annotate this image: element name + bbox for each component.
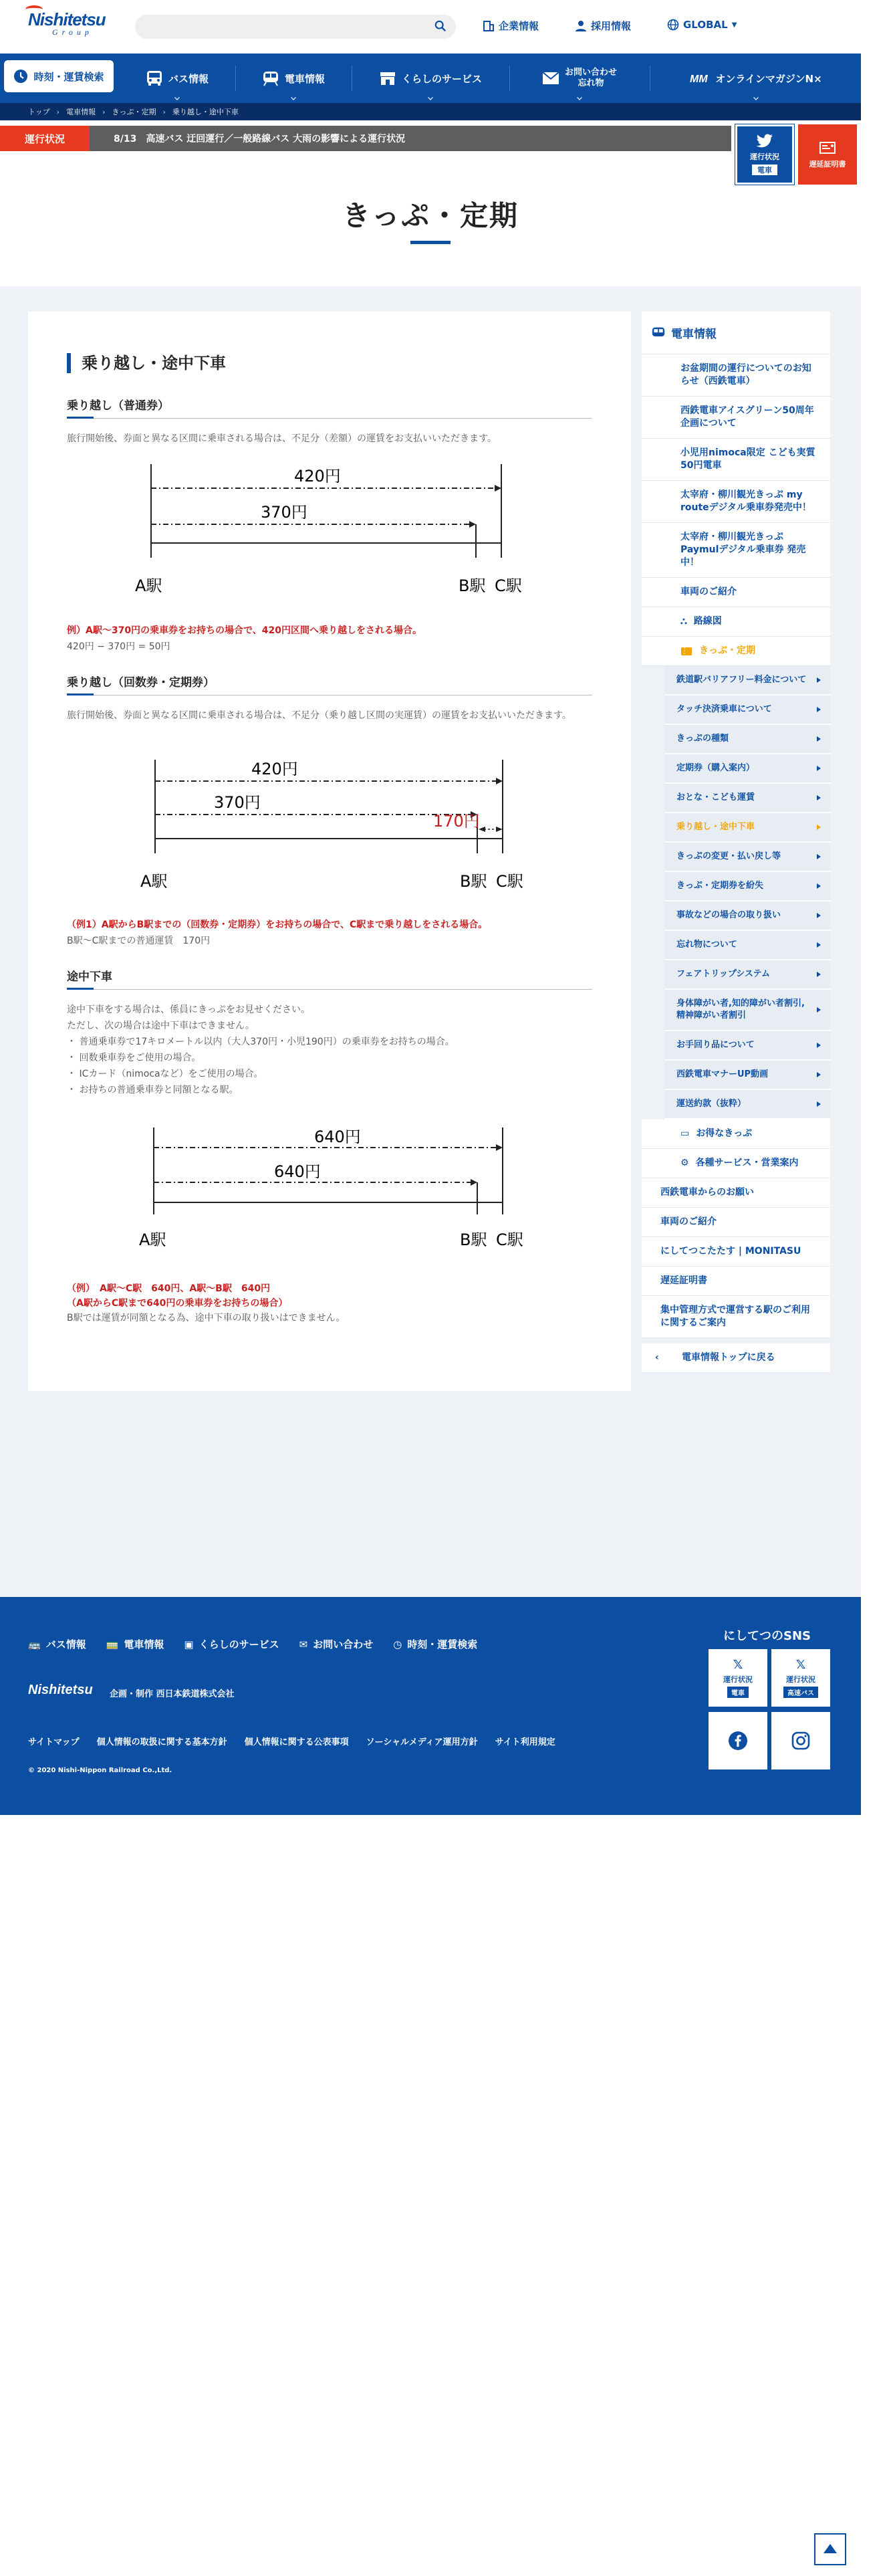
sidebar-item-deals[interactable]: ▭ お得なきっぷ	[642, 1119, 830, 1149]
sns-express-bus-x[interactable]: 𝕏 運行状況 高速バス	[771, 1649, 830, 1707]
breadcrumb-train[interactable]: 電車情報	[66, 108, 96, 116]
title-underline	[410, 241, 451, 244]
sidebar-title[interactable]: 電車情報	[642, 312, 830, 354]
sidebar-item-paymul[interactable]: 太宰府・柳川観光きっぷPaymulデジタル乗車券 発売中！	[642, 523, 830, 578]
subheading-ordinary-ticket: 乗り越し（普通券）	[67, 396, 592, 419]
stopover-text: 途中下車をする場合は、係員にきっぷをお見せください。 ただし、次の場合は途中下車はできません。 ・ 普通乗車券で17キロメートル以内（大人370円・小児190円）の乗車券をお持ちの場合。 ・ 回数乗車券をご使用の場合。 ・ ICカード（nimocaなど）をご使用の場合。 ・ お持ちの普通乗車券と同額となる駅。	[67, 1004, 455, 1095]
footer-terms[interactable]: サイト利用規定	[495, 1737, 555, 1747]
ticket-icon	[680, 647, 692, 656]
sidebar-item-services[interactable]: ⚙ 各種サービス・営業案内	[642, 1149, 830, 1178]
footer-bus-link[interactable]: 🚌 バス情報	[28, 1638, 86, 1650]
footer	[0, 1597, 861, 1815]
service-status-text[interactable]: 8/13 高速バス 迂回運行／一般路線バス 大雨の影響による運行状況	[90, 126, 731, 151]
gear-icon: ⚙	[680, 1158, 689, 1168]
train-icon	[262, 70, 279, 86]
station-a: A駅	[140, 872, 168, 891]
x-icon: 𝕏	[795, 1658, 806, 1672]
bus-icon: 🚌	[28, 1638, 41, 1650]
chevron-left-icon: ‹	[655, 1352, 659, 1363]
sidebar-sub-override-current[interactable]: 乗り越し・途中下車	[664, 813, 830, 843]
instagram-icon	[791, 1731, 810, 1750]
service-status-label: 運行状況	[0, 126, 90, 151]
gnav-train[interactable]: 電車情報	[237, 53, 350, 103]
magazine-icon	[690, 72, 710, 84]
sidebar-item-vehicles[interactable]: 車両のご紹介	[642, 578, 830, 607]
station-c: C駅	[495, 576, 522, 595]
subheading-stopover: 途中下車	[67, 967, 592, 990]
gnav-bus[interactable]: バス情報	[120, 53, 234, 103]
sidebar-item-tickets[interactable]: きっぷ・定期	[642, 637, 830, 666]
breadcrumb: トップ › 電車情報 › きっぷ・定期 › 乗り越し・途中下車	[0, 103, 861, 120]
gnav-contact[interactable]: お問い合わせ 忘れ物	[511, 53, 648, 103]
ordinary-ticket-desc: 旅行開始後、券面と異なる区間に乗車される場合は、不足分（差額）の運賃をお支払いいただきます。	[67, 433, 497, 444]
breadcrumb-top[interactable]: トップ	[28, 108, 50, 116]
corporate-info-link[interactable]: 企業情報	[483, 19, 539, 33]
mail-icon	[542, 72, 559, 85]
sidebar-sub-hand-luggage[interactable]: お手回り品について	[664, 1031, 830, 1061]
station-c: C駅	[496, 1230, 523, 1249]
footer-links	[28, 1735, 555, 1747]
page-title: きっぷ・定期	[342, 199, 519, 232]
sidebar-item-icegreen[interactable]: 西鉄電車アイスグリーン50周年企画について	[642, 397, 830, 439]
subheading-pass-ticket: 乗り越し（回数券・定期券）	[67, 673, 592, 695]
train-icon: 🚃	[106, 1638, 119, 1650]
fare-held-label: 370円	[261, 503, 307, 522]
search-icon[interactable]	[434, 20, 447, 32]
stopover-note: B駅では運賃が同額となる為、途中下車の取り扱いはできません。	[67, 1313, 346, 1323]
sidebar-sub-barrierfree[interactable]: 鉄道駅バリアフリー料金について	[664, 666, 830, 695]
station-b: B駅	[459, 576, 486, 595]
footer-train-link[interactable]: 🚃 電車情報	[106, 1638, 164, 1650]
sidebar-item-delay-cert[interactable]: 遅延証明書	[642, 1267, 830, 1296]
fare-total-label: 420円	[294, 467, 341, 486]
recruit-link[interactable]: 採用情報	[575, 19, 631, 33]
sidebar-item-vehicles-2[interactable]: 車両のご紹介	[642, 1208, 830, 1237]
sidebar-item-obon[interactable]: お盆期間の運行についてのお知らせ（西鉄電車）	[642, 354, 830, 397]
fare-diagram-1	[94, 464, 535, 605]
shop-icon: ▣	[184, 1638, 194, 1650]
person-icon	[575, 20, 587, 32]
gnav-life-services[interactable]: くらしのサービス	[353, 53, 508, 103]
back-to-top-button[interactable]	[814, 2533, 846, 2565]
sidebar-item-nimoca[interactable]: 小児用nimoca限定 こども実質50円電車	[642, 439, 830, 481]
gnav-online-magazine[interactable]: MM オンラインマガジンN×	[651, 53, 861, 103]
footer-sitemap[interactable]: サイトマップ	[28, 1737, 80, 1747]
building-icon	[483, 20, 495, 32]
main-area	[0, 286, 861, 1597]
sidebar-sub-accident[interactable]: 事故などの場合の取り扱い	[664, 901, 830, 931]
sidebar-sub-fairtrip[interactable]: フェアトリップシステム	[664, 960, 830, 990]
footer-social-policy[interactable]: ソーシャルメディア運用方針	[366, 1737, 478, 1747]
station-b: B駅	[460, 1230, 487, 1249]
fare-total-label: 420円	[251, 760, 298, 778]
sidebar-sub-refund[interactable]: きっぷの変更・払い戻し等	[664, 843, 830, 872]
facebook-icon	[728, 1731, 748, 1751]
shop-icon	[379, 70, 396, 86]
sns-train-x[interactable]: 𝕏 運行状況 電車	[709, 1649, 767, 1707]
clock-icon: ◷	[393, 1638, 402, 1650]
footer-contact-link[interactable]: ✉ お問い合わせ	[299, 1638, 374, 1650]
sidebar-sub-touch-payment[interactable]: タッチ決済乗車について	[664, 695, 830, 725]
sidebar-sub-lost-items[interactable]: 忘れ物について	[664, 931, 830, 960]
section-heading: 乗り越し・途中下車	[67, 353, 226, 373]
sidebar-item-myroute[interactable]: 太宰府・柳川観光きっぷ my routeデジタル乗車券発売中！	[642, 481, 830, 523]
sidebar-sub-fares[interactable]: おとな・こども運賃	[664, 784, 830, 813]
route-map-icon: ⛬	[680, 616, 687, 627]
copyright: © 2020 Nishi-Nippon Railroad Co.,Ltd.	[28, 1767, 172, 1774]
sns-instagram[interactable]	[771, 1712, 830, 1769]
sidebar-sub-ticket-types[interactable]: きっぷの種類	[664, 725, 830, 754]
ticket-icon: ▭	[680, 1128, 690, 1139]
station-c: C駅	[496, 872, 523, 891]
example-3-text: （例） A駅〜C駅 640円、A駅〜B駅 640円 （A駅からC駅まで640円の乗車券をお持ちの場合）	[67, 1283, 288, 1309]
twitter-icon	[756, 134, 773, 148]
bus-icon	[146, 70, 163, 86]
sidebar-item-central-stations[interactable]: 集中管理方式で運営する駅のご利用に関するご案内	[642, 1296, 830, 1338]
global-nav	[0, 53, 861, 103]
sidebar-item-route-map[interactable]: ⛬ 路線図	[642, 607, 830, 637]
train-status-twitter-button[interactable]: 運行状況 電車	[735, 124, 794, 185]
search-input[interactable]	[135, 15, 456, 39]
sidebar-sub-disability-discount[interactable]: 身体障がい者,知的障がい者割引, 精神障がい者割引	[664, 990, 830, 1031]
fare-diagram-2	[94, 760, 535, 900]
arrow-up-icon	[815, 2535, 845, 2564]
fare-total-label: 640円	[314, 1128, 361, 1146]
sidebar-sub-commuter-pass[interactable]: 定期券（購入案内）	[664, 754, 830, 784]
breadcrumb-current: 乗り越し・途中下車	[172, 108, 239, 116]
svg-text:MM: MM	[690, 74, 708, 84]
content-card	[28, 312, 631, 1391]
breadcrumb-tickets[interactable]: きっぷ・定期	[112, 108, 156, 116]
fare-held-label: 370円	[214, 793, 261, 812]
certificate-icon	[819, 140, 836, 156]
global-dropdown[interactable]: GLOBAL ▼	[667, 19, 737, 31]
fare-held-label: 640円	[274, 1162, 321, 1181]
station-a: A駅	[135, 576, 162, 595]
delay-certificate-button[interactable]: 遅延証明書	[798, 124, 857, 185]
footer-timetable-link[interactable]: ◷ 時刻・運賃検索	[393, 1638, 478, 1650]
mail-icon: ✉	[299, 1638, 308, 1650]
calc-1-text: 420円 − 370円 = 50円	[67, 641, 170, 652]
example-2-text: （例1）A駅からB駅までの（回数券・定期券）をお持ちの場合で、C駅まで乗り越しをされる場合。	[67, 920, 488, 930]
sidebar-sub-lost-ticket[interactable]: きっぷ・定期券を紛失	[664, 872, 830, 901]
footer-privacy-disclosure[interactable]: 個人情報に関する公表事項	[244, 1737, 349, 1747]
sidebar-item-requests[interactable]: 西鉄電車からのお願い	[642, 1178, 830, 1208]
footer-corp: 企画・制作 西日本鉄道株式会社	[110, 1689, 235, 1699]
fare-extra-label: 170円	[433, 812, 480, 831]
globe-icon	[667, 19, 679, 31]
sns-facebook[interactable]	[709, 1712, 767, 1769]
service-status-bar[interactable]	[0, 126, 731, 151]
x-icon: 𝕏	[733, 1658, 743, 1672]
sidebar-sub-terms[interactable]: 運送約款（抜粋）	[664, 1090, 830, 1119]
footer-life-link[interactable]: ▣ くらしのサービス	[184, 1638, 279, 1650]
back-to-train-top[interactable]: ‹ 電車情報トップに戻る	[642, 1344, 830, 1373]
nishitetsu-logo[interactable]: Nishitetsu Group	[28, 9, 106, 37]
clock-icon	[13, 69, 28, 84]
sns-title: にしてつのSNS	[723, 1629, 811, 1643]
sidebar	[642, 312, 830, 1373]
footer-logo[interactable]: Nishitetsu	[28, 1683, 93, 1697]
footer-privacy[interactable]: 個人情報の取扱に関する基本方針	[96, 1737, 227, 1747]
example-1-text: 例）A駅〜370円の乗車券をお持ちの場合で、420円区間へ乗り越しをされる場合。	[67, 625, 422, 636]
sidebar-sub-manners-video[interactable]: 西鉄電車マナーUP動画	[664, 1061, 830, 1090]
fare-diagram-3	[94, 1128, 535, 1261]
gnav-timetable[interactable]: 時刻・運賃検索	[4, 60, 114, 92]
station-a: A駅	[139, 1230, 166, 1249]
train-icon	[651, 326, 666, 340]
sidebar-item-monitasu[interactable]: にしてつこたたす | MONITASU	[642, 1237, 830, 1267]
station-b: B駅	[460, 872, 487, 891]
calc-2-text: B駅〜C駅までの普通運賃 170円	[67, 936, 211, 946]
footer-nav	[28, 1637, 477, 1651]
pass-ticket-desc: 旅行開始後、券面と異なる区間に乗車される場合は、不足分（乗り越し区間の実運賃）の運賃をお支払いいただきます。	[67, 710, 572, 721]
chevron-down-icon: ▼	[731, 21, 737, 29]
site-header	[0, 0, 889, 53]
